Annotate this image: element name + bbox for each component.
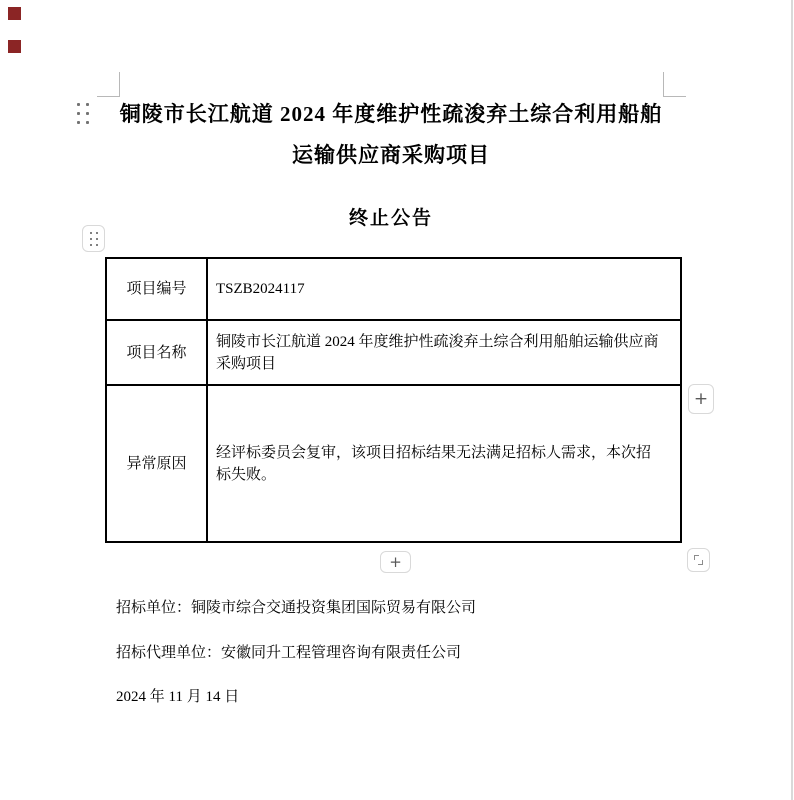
- page-title-line1: 铜陵市长江航道 2024 年度维护性疏浚弃土综合利用船舶: [119, 102, 663, 126]
- plus-icon: +: [389, 553, 402, 571]
- table-row: [106, 320, 681, 385]
- red-marker-top: [8, 7, 21, 20]
- drag-handle-icon[interactable]: [77, 103, 89, 124]
- page-corner-mark-right: [663, 72, 686, 97]
- date-line: 2024 年 11 月 14 日: [116, 689, 240, 705]
- tenderer-line: 招标单位：铜陵市综合交通投资集团国际贸易有限公司: [116, 600, 477, 616]
- table-value-project-number[interactable]: TSZB2024117: [207, 258, 681, 320]
- page-corner-mark-left: [97, 72, 120, 97]
- table-row: [106, 258, 681, 320]
- page-title-line2: 运输供应商采购项目: [292, 143, 490, 167]
- expand-table-button[interactable]: [687, 548, 710, 572]
- expand-corners-icon: [698, 560, 703, 565]
- page-subtitle: 终止公告: [348, 208, 433, 229]
- right-edge-divider: [791, 0, 793, 800]
- table-label-abnormal-reason[interactable]: 异常原因: [106, 385, 207, 542]
- block-drag-handle-button[interactable]: [82, 225, 105, 252]
- red-marker-bottom: [8, 40, 21, 53]
- project-info-table: [105, 257, 682, 543]
- plus-icon: +: [693, 389, 709, 409]
- table-value-project-name[interactable]: 铜陵市长江航道 2024 年度维护性疏浚弃土综合利用船舶运输供应商采购项目: [207, 320, 681, 385]
- add-column-button[interactable]: [688, 384, 714, 414]
- table-label-project-name[interactable]: 项目名称: [106, 320, 207, 385]
- table-row: [106, 385, 681, 542]
- drag-handle-icon: [90, 232, 98, 246]
- table-label-project-number[interactable]: 项目编号: [106, 258, 207, 320]
- table-value-abnormal-reason[interactable]: 经评标委员会复审，该项目招标结果无法满足招标人需求，本次招标失败。: [207, 385, 681, 542]
- agency-line: 招标代理单位：安徽同升工程管理咨询有限责任公司: [116, 645, 462, 661]
- add-row-button[interactable]: [380, 551, 411, 573]
